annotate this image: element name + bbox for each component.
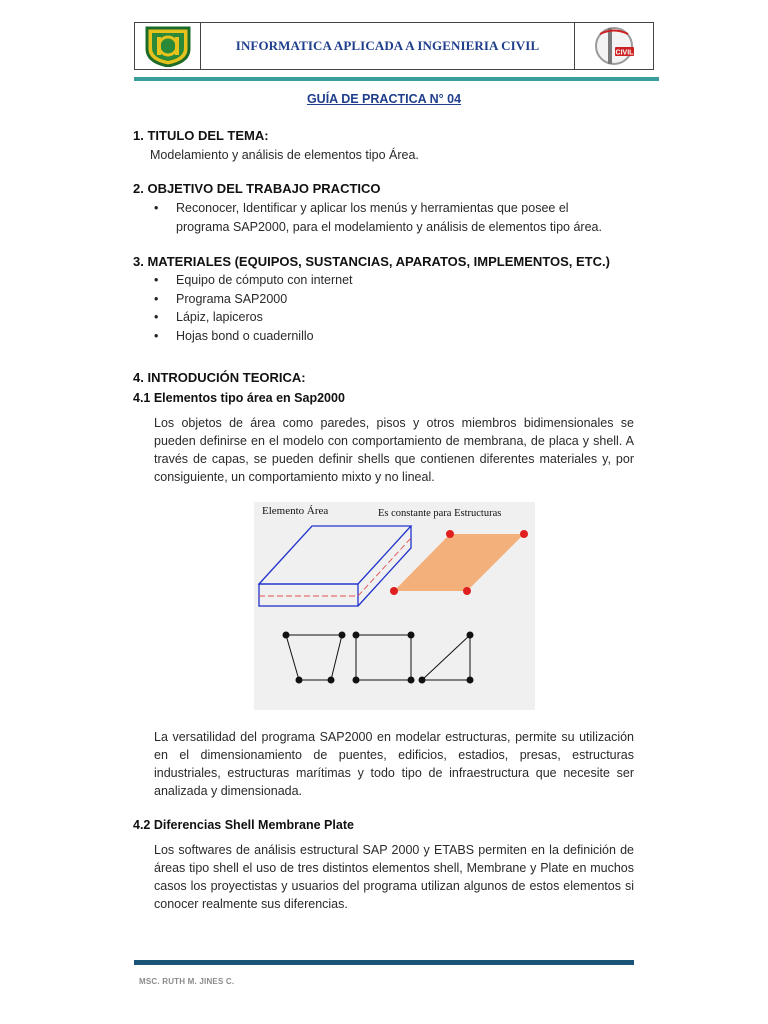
header-title: INFORMATICA APLICADA A INGENIERIA CIVIL xyxy=(235,38,540,53)
header-title-cell xyxy=(201,23,575,69)
subsection-4-2-paragraph-1: Los softwares de análisis estructural SAP 2000 y ETABS permiten en la definición de áreas tipo shell el uso de tres distintos elementos shell, Membrane y Plate en muchos casos los proyectistas y usuarios del programa utilizan algunos de estos elementos si conocer realmente sus diferencias. xyxy=(154,843,634,911)
area-elements-figure xyxy=(254,502,535,710)
section-3-list xyxy=(150,271,353,345)
guide-title-text: GUÍA DE PRACTICA N° 04 xyxy=(306,92,462,106)
civil-engineering-logo-icon xyxy=(586,25,642,67)
university-logo-cell xyxy=(135,23,201,69)
plate-node xyxy=(520,530,528,538)
rect-element-drawing xyxy=(353,632,415,684)
list-item: • Reconocer, Identificar y aplicar los menús y herramientas que posee el programa SAP2000, para el modelamiento y análisis de elementos tipo área. xyxy=(150,199,620,236)
subsection-4-1-heading: 4.1 Elementos tipo área en Sap2000 xyxy=(133,391,345,405)
list-item: • Lápiz, lapiceros xyxy=(150,308,353,327)
header-divider xyxy=(134,77,659,81)
civil-logo-text: CIVIL xyxy=(615,49,634,57)
section-1-heading: 1. TITULO DEL TEMA: xyxy=(133,128,269,143)
figure-label-right: Es constante para Estructuras xyxy=(378,508,502,519)
subsection-4-1-paragraph-2: La versatilidad del programa SAP2000 en modelar estructuras, permite su utilización en el dimensionamiento de puentes, edificios, estadios, presas, estructuras industriales, estructuras marítimas y todo tipo de infraestructura que necesite ser analizada y dimensionada. xyxy=(154,730,634,798)
plate-node xyxy=(463,587,471,595)
triangle-element-drawing xyxy=(419,632,474,684)
list-item: • Equipo de cómputo con internet xyxy=(150,271,353,290)
document-header xyxy=(134,22,654,70)
list-item: • Hojas bond o cuadernillo xyxy=(150,327,353,346)
university-logo-icon xyxy=(143,25,193,67)
section-2-list xyxy=(150,199,620,236)
guide-title xyxy=(0,92,768,106)
section-1-text: Modelamiento y análisis de elementos tipo Área. xyxy=(150,148,419,162)
section-2-heading: 2. OBJETIVO DEL TRABAJO PRACTICO xyxy=(133,181,381,196)
subsection-4-2-heading: 4.2 Diferencias Shell Membrane Plate xyxy=(133,818,354,832)
subsection-4-1-paragraph-1: Los objetos de área como paredes, pisos y otros miembros bidimensionales se pueden definirse en el modelo con comportamiento de membrana, de placa y shell. A través de capas, se pueden definir shells que contienen diferentes materiales y, por consiguiente, un comportamiento mixto y no lineal. xyxy=(154,416,634,484)
footer-author: MSC. RUTH M. JINES C. xyxy=(139,977,235,986)
section-4-heading: 4. INTRODUCIÓN TEORICA: xyxy=(133,370,306,385)
section-3-heading: 3. MATERIALES (EQUIPOS, SUSTANCIAS, APARATOS, IMPLEMENTOS, ETC.) xyxy=(133,254,610,269)
plate-node xyxy=(446,530,454,538)
footer-divider xyxy=(134,960,634,965)
list-item: • Programa SAP2000 xyxy=(150,290,353,309)
plate-node xyxy=(390,587,398,595)
civil-logo-cell xyxy=(575,23,653,69)
area-elements-diagram xyxy=(254,502,535,710)
figure-label-left: Elemento Área xyxy=(262,505,329,517)
quad-element-drawing xyxy=(283,632,346,684)
slab-element-drawing xyxy=(259,526,411,606)
